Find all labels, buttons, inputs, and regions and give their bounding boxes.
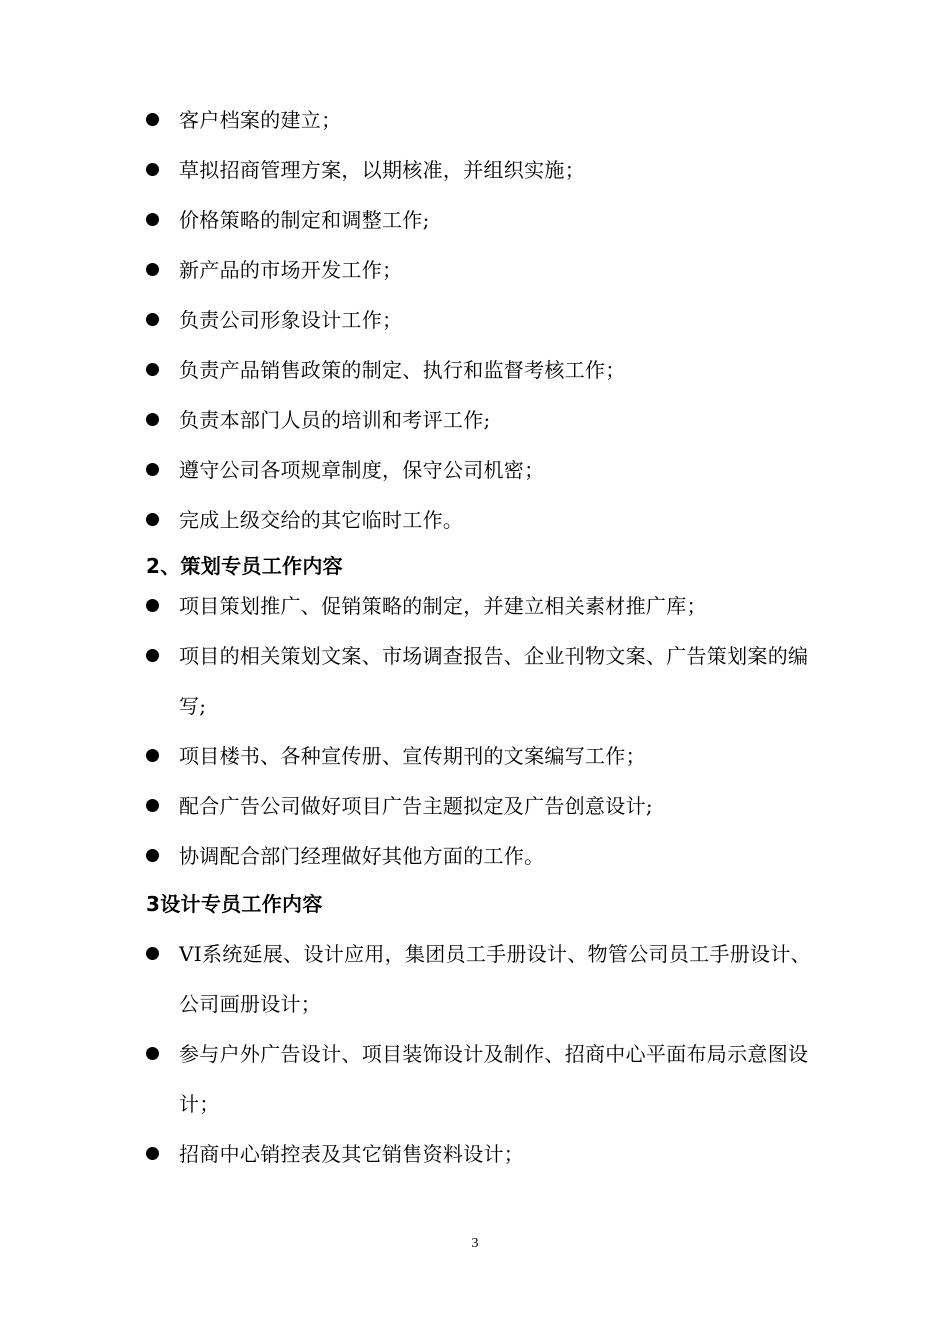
list-item: 参与户外广告设计、项目装饰设计及制作、招商中心平面布局示意图设计； — [146, 1029, 826, 1129]
list-item: 遵守公司各项规章制度，保守公司机密； — [146, 445, 826, 495]
bullet-icon — [146, 947, 159, 960]
bullet-icon — [146, 849, 159, 862]
section3-heading: 3设计专员工作内容 — [146, 892, 323, 916]
bullet-icon — [146, 799, 159, 812]
page-number: 3 — [471, 1236, 479, 1251]
bullet-icon — [146, 749, 159, 762]
list-item: 协调配合部门经理做好其他方面的工作。 — [146, 831, 826, 881]
section2-heading: 2、策划专员工作内容 — [146, 554, 343, 578]
list-item: 完成上级交给的其它临时工作。 — [146, 495, 826, 545]
bullet-icon — [146, 363, 159, 376]
bullet-icon — [146, 1147, 159, 1160]
bullet-icon — [146, 163, 159, 176]
bullet-icon — [146, 413, 159, 426]
bullet-icon — [146, 313, 159, 326]
section2-list — [146, 581, 826, 881]
bullet-icon — [146, 113, 159, 126]
list-item: 草拟招商管理方案，以期核准，并组织实施； — [146, 145, 826, 195]
list-item: 配合广告公司做好项目广告主题拟定及广告创意设计; — [146, 781, 826, 831]
list-item: 项目楼书、各种宣传册、宣传期刊的文案编写工作； — [146, 731, 826, 781]
bullet-icon — [146, 213, 159, 226]
bullet-icon — [146, 599, 159, 612]
bullet-icon — [146, 649, 159, 662]
bullet-icon — [146, 463, 159, 476]
list-item: VI系统延展、设计应用，集团员工手册设计、物管公司员工手册设计、公司画册设计； — [146, 929, 826, 1029]
list-item: 价格策略的制定和调整工作; — [146, 195, 826, 245]
list-item: 项目的相关策划文案、市场调查报告、企业刊物文案、广告策划案的编写; — [146, 631, 826, 731]
list-item: 客户档案的建立； — [146, 95, 826, 145]
list-item: 负责产品销售政策的制定、执行和监督考核工作； — [146, 345, 826, 395]
list-item: 负责公司形象设计工作； — [146, 295, 826, 345]
bullet-icon — [146, 1047, 159, 1060]
list-item: 负责本部门人员的培训和考评工作; — [146, 395, 826, 445]
list-item: 新产品的市场开发工作； — [146, 245, 826, 295]
bullet-icon — [146, 513, 159, 526]
list-item: 招商中心销控表及其它销售资料设计； — [146, 1129, 826, 1179]
section3-list — [146, 929, 826, 1179]
list-item: 项目策划推广、促销策略的制定，并建立相关素材推广库； — [146, 581, 826, 631]
bullet-icon — [146, 263, 159, 276]
section1-list — [146, 95, 826, 545]
